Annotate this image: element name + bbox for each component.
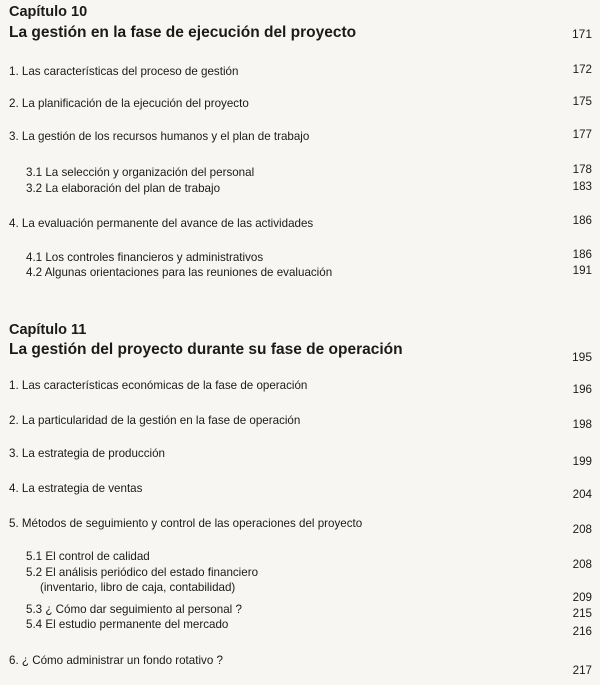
toc-entry: 5.2 El análisis periódico del estado financiero: [26, 566, 259, 579]
toc-entry: 2. La particularidad de la gestión en la fase de operación: [9, 414, 301, 427]
toc-entry: 3.2 La elaboración del plan de trabajo: [26, 182, 221, 195]
toc-entry: 4. La estrategia de ventas: [9, 482, 143, 495]
toc-page-number: 191: [572, 264, 592, 277]
chapter-11-title: La gestión del proyecto durante su fase de operación: [9, 341, 403, 358]
toc-entry: 3. La gestión de los recursos humanos y el plan de trabajo: [9, 130, 310, 143]
toc-page-number: 186: [572, 214, 592, 227]
toc-page-number: 209: [572, 591, 592, 604]
toc-entry: 3.1 La selección y organización del personal: [26, 166, 255, 179]
toc-entry: 1. Las características del proceso de gestión: [9, 65, 239, 78]
toc-entry: 1. Las características económicas de la fase de operación: [9, 379, 308, 392]
toc-page-number: 199: [572, 455, 592, 468]
toc-entry: 6. ¿ Cómo administrar un fondo rotativo ?: [9, 654, 223, 667]
chapter-11-label: Capítulo 11: [9, 322, 87, 338]
chapter-11-title-page: 195: [571, 350, 592, 364]
toc-page-number: 215: [572, 607, 592, 620]
toc-page-number: 198: [572, 418, 592, 431]
chapter-10-title-page: 171: [571, 27, 592, 41]
toc-page-number: 175: [572, 95, 592, 108]
toc-page-number: 204: [572, 488, 592, 501]
toc-page-number: 216: [572, 625, 592, 638]
chapter-10-label: Capítulo 10: [9, 4, 88, 20]
toc-page-number: 208: [572, 558, 592, 571]
toc-page-number: 172: [572, 63, 592, 76]
toc-entry: 3. La estrategia de producción: [9, 447, 165, 460]
toc-entry: 4.1 Los controles financieros y administrativos: [26, 251, 264, 264]
chapter-10-title: La gestión en la fase de ejecución del proyecto: [9, 24, 357, 41]
toc-entry: 5. Métodos de seguimiento y control de las operaciones del proyecto: [9, 517, 363, 530]
toc-entry: 5.4 El estudio permanente del mercado: [26, 618, 229, 631]
toc-page-number: 183: [572, 180, 592, 193]
toc-entry: 4.2 Algunas orientaciones para las reuniones de evaluación: [26, 266, 333, 279]
toc-page-number: 178: [572, 163, 592, 176]
toc-entry: 5.1 El control de calidad: [26, 550, 150, 563]
toc-entry: 4. La evaluación permanente del avance de las actividades: [9, 217, 314, 230]
toc-entry: 5.3 ¿ Cómo dar seguimiento al personal ?: [26, 603, 242, 616]
toc-page-number: 177: [572, 128, 592, 141]
toc-page-number: 208: [572, 523, 592, 536]
toc-page-number: 186: [572, 248, 592, 261]
toc-entry: (inventario, libro de caja, contabilidad): [40, 581, 236, 594]
toc-page-number: 196: [572, 383, 592, 396]
toc-entry: 2. La planificación de la ejecución del proyecto: [9, 97, 249, 110]
toc-page-number: 217: [572, 664, 592, 677]
